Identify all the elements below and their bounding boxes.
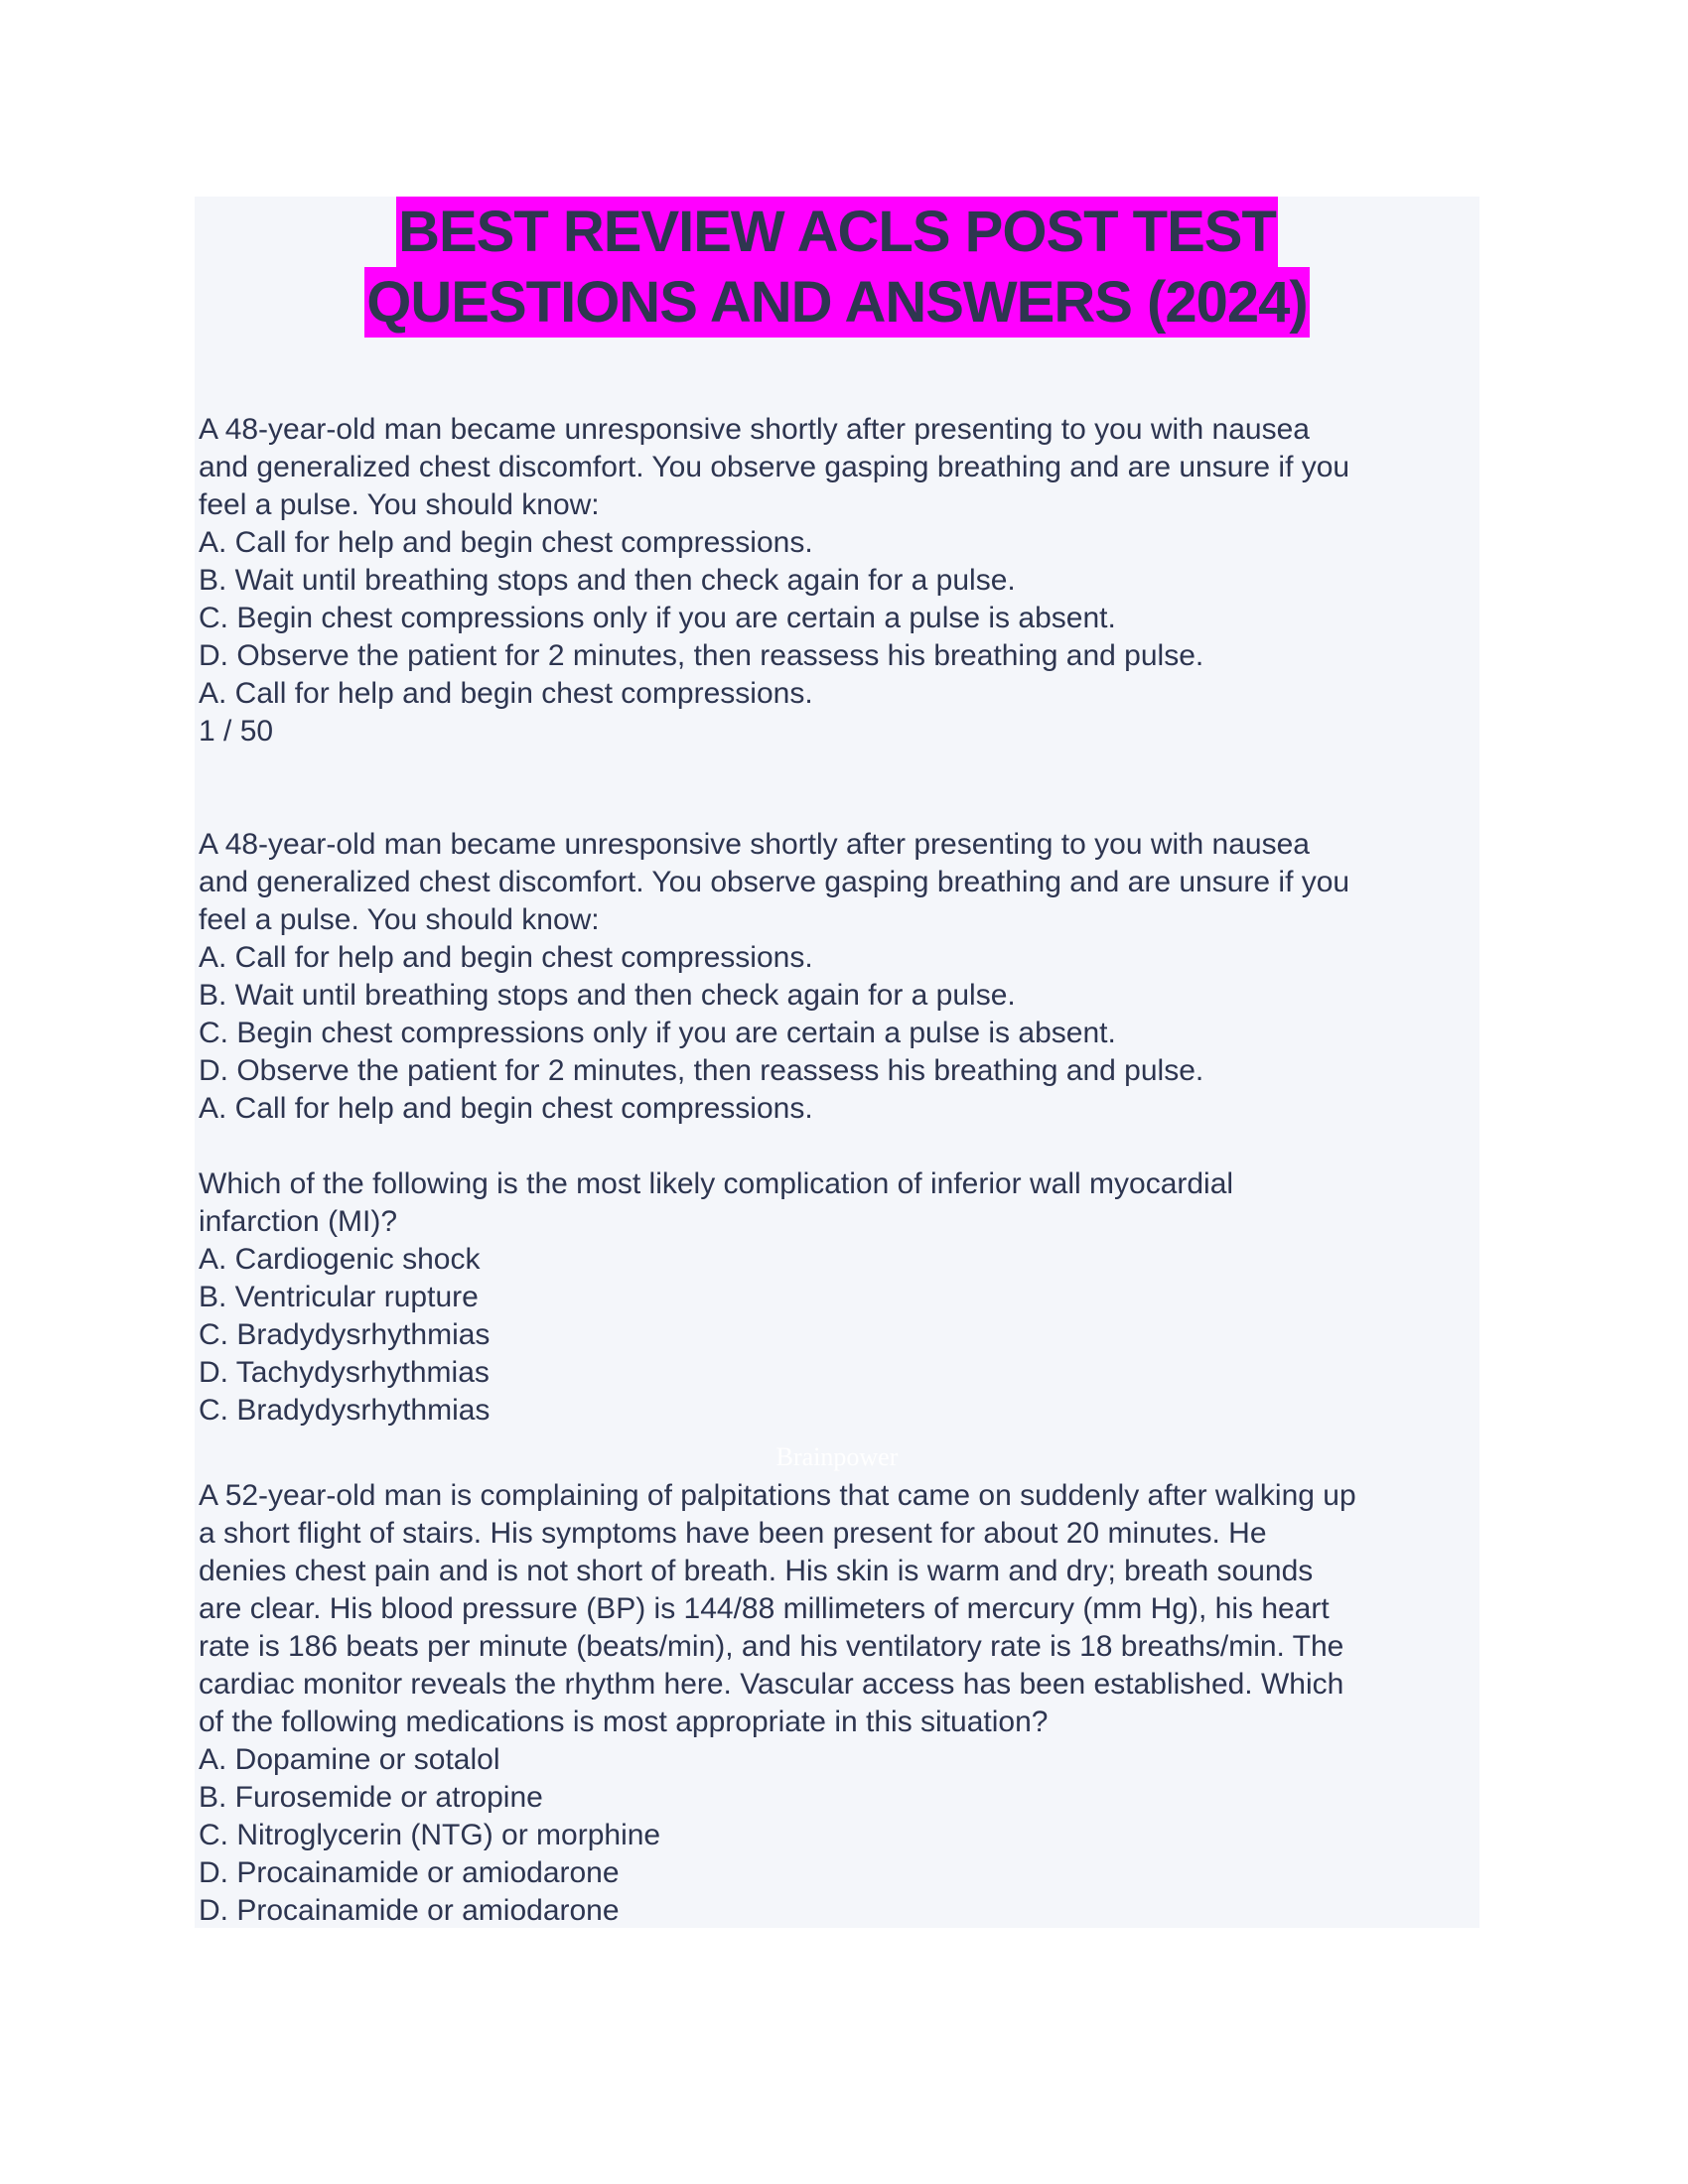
option: A. Dopamine or sotalol (199, 1743, 500, 1776)
question-text: infarction (MI)? (199, 1205, 398, 1238)
option: A. Call for help and begin chest compressions. (199, 526, 813, 559)
option: B. Ventricular rupture (199, 1281, 479, 1313)
option: B. Furosemide or atropine (199, 1781, 543, 1814)
answer: D. Procainamide or amiodarone (199, 1894, 620, 1927)
question-text: of the following medications is most appropriate in this situation? (199, 1706, 1049, 1738)
option: C. Begin chest compressions only if you are certain a pulse is absent. (199, 602, 1116, 634)
question-text: and generalized chest discomfort. You observe gasping breathing and are unsure if you (199, 866, 1350, 898)
option: D. Procainamide or amiodarone (199, 1856, 620, 1889)
question-block (199, 411, 1476, 751)
question-text: a short flight of stairs. His symptoms have been present for about 20 minutes. He (199, 1517, 1267, 1550)
option: A. Call for help and begin chest compressions. (199, 941, 813, 974)
question-text: A 48-year-old man became unresponsive shortly after presenting to you with nausea (199, 828, 1310, 861)
option: B. Wait until breathing stops and then check again for a pulse. (199, 979, 1016, 1012)
question-text: are clear. His blood pressure (BP) is 144/88 millimeters of mercury (mm Hg), his heart (199, 1592, 1330, 1625)
question-block (199, 826, 1476, 1128)
question-text: feel a pulse. You should know: (199, 903, 600, 936)
option: C. Begin chest compressions only if you are certain a pulse is absent. (199, 1017, 1116, 1049)
page-indicator: 1 / 50 (199, 715, 274, 748)
answer: A. Call for help and begin chest compressions. (199, 1092, 813, 1125)
question-text: Which of the following is the most likely complication of inferior wall myocardial (199, 1167, 1234, 1200)
option: A. Cardiogenic shock (199, 1243, 481, 1276)
question-block (199, 1477, 1476, 1930)
answer: C. Bradydysrhythmias (199, 1394, 491, 1427)
document-title (195, 197, 1479, 338)
question-text: denies chest pain and is not short of breath. His skin is warm and dry; breath sounds (199, 1555, 1314, 1587)
watermark: Brainpower (775, 1442, 899, 1471)
question-text: feel a pulse. You should know: (199, 488, 600, 521)
document-body (199, 411, 1476, 1930)
document-page (195, 197, 1479, 1928)
question-text: and generalized chest discomfort. You observe gasping breathing and are unsure if you (199, 451, 1350, 483)
option: D. Tachydysrhythmias (199, 1356, 490, 1389)
option: B. Wait until breathing stops and then check again for a pulse. (199, 564, 1016, 597)
answer: A. Call for help and begin chest compressions. (199, 677, 813, 710)
title-line-2: QUESTIONS AND ANSWERS (2024) (364, 267, 1309, 338)
question-text: cardiac monitor reveals the rhythm here. Vascular access has been established. Which (199, 1668, 1344, 1701)
question-text: rate is 186 beats per minute (beats/min), and his ventilatory rate is 18 breaths/min. The (199, 1630, 1344, 1663)
option: C. Nitroglycerin (NTG) or morphine (199, 1819, 661, 1851)
option: D. Observe the patient for 2 minutes, then reassess his breathing and pulse. (199, 1054, 1204, 1087)
option: C. Bradydysrhythmias (199, 1318, 491, 1351)
title-line-1: BEST REVIEW ACLS POST TEST (396, 197, 1278, 267)
option: D. Observe the patient for 2 minutes, then reassess his breathing and pulse. (199, 639, 1204, 672)
question-text: A 52-year-old man is complaining of palpitations that came on suddenly after walking up (199, 1479, 1356, 1512)
question-block (199, 1165, 1476, 1430)
question-text: A 48-year-old man became unresponsive shortly after presenting to you with nausea (199, 413, 1310, 446)
